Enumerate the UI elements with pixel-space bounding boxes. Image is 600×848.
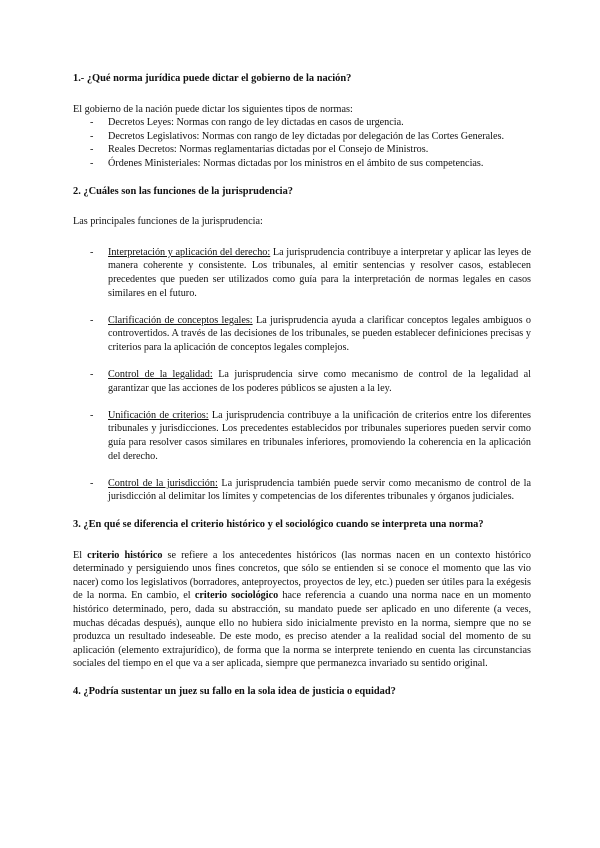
jurisprudence-functions-list — [73, 246, 531, 504]
function-term: Clarificación de conceptos legales: — [108, 314, 253, 326]
question-2-heading: 2. ¿Cuáles son las funciones de la jurisprudencia? — [73, 185, 293, 197]
list-item: - Decretos Legislativos: Normas con rango de ley dictadas por delegación de las Cortes Generales. — [73, 130, 531, 144]
list-item: - Órdenes Ministeriales: Normas dictadas por los ministros en el ámbito de sus competencias. — [73, 157, 531, 171]
question-4-heading: 4. ¿Podría sustentar un juez su fallo en la sola idea de justicia o equidad? — [73, 685, 396, 697]
list-item — [73, 246, 531, 300]
norm-types-list — [73, 116, 531, 170]
function-term: Control de la jurisdicción: — [108, 477, 218, 489]
answer-text: se refiere a los antecedentes históricos (las normas nacen en un contexto histórico determinado y persiguiendo unos fines concretos, que sólo se entienden si se conoce el momento que las vio nacer) como los legislativos (borradores, anteproyectos, proyectos de ley, etc.) pueden ser útiles para la exégesis de la norma. En cambio, el — [73, 549, 531, 602]
question-1-heading: 1.- ¿Qué norma jurídica puede dictar el gobierno de la nación? — [73, 73, 352, 84]
question-3-answer — [73, 549, 531, 671]
function-text: La jurisprudencia también puede servir como mecanismo de control de la jurisdicción al delimitar los límites y competencias de los diferentes tribunales y órganos judiciales. — [108, 477, 532, 503]
term-sociological: criterio sociológico — [194, 590, 279, 602]
document-page — [73, 72, 531, 699]
list-item — [73, 314, 531, 355]
list-item — [73, 409, 531, 463]
question-3-heading: 3. ¿En qué se diferencia el criterio histórico y el sociológico cuando se interpreta una norma? — [73, 519, 484, 531]
answer-text: El — [73, 549, 88, 561]
function-term: Unificación de criterios: — [108, 409, 209, 421]
term-historical: criterio histórico — [87, 549, 163, 561]
function-term: Interpretación y aplicación del derecho: — [108, 246, 271, 258]
list-item — [73, 368, 531, 395]
function-text: La jurisprudencia sirve como mecanismo de control de la legalidad al garantizar que las acciones de los poderes públicos se ajusten a la ley. — [108, 369, 532, 394]
function-text: La jurisprudencia contribuye a la unificación de criterios entre los diferentes tribunales y jurisdicciones. Los precedentes establecidos por tribunales superiores pueden servir como guía para resolver casos similares en tribunales inferiores, promoviendo la coherencia en la aplicación del derecho. — [108, 409, 531, 462]
list-item: - Reales Decretos: Normas reglamentarias dictadas por el Consejo de Ministros. — [73, 143, 531, 157]
list-item — [73, 477, 531, 504]
answer-text: hace referencia a cuando una norma nace en un momento histórico determinado, pero, dada su abstracción, su mandato puede ser aplicado en uno diferente (a veces, muchas décadas después), aunque ello no hubiera sido inicialmente previsto en la norma, siempre que no se produzca un resultado indeseable. De este modo, es preciso atender a la realidad social del momento de su aplicación (elemento extrajurídico), de forma que la norma se interprete teniendo en cuenta las circunstancias sociales del tiempo en el que va a ser aplicada, siempre que permanezca invariado su sentido original. — [73, 590, 531, 670]
function-term: Control de la legalidad: — [108, 369, 213, 381]
function-text: La jurisprudencia contribuye a interpretar y aplicar las leyes de manera coherente y consistente. Los tribunales, al emitir sentencias y resolver casos, establecen precedentes que pueden ser utilizados como guía para la interpretación de normas legales en casos similares en el futuro. — [108, 246, 531, 299]
question-1-intro: El gobierno de la nación puede dictar los siguientes tipos de normas: — [73, 103, 353, 115]
list-item: - Decretos Leyes: Normas con rango de ley dictadas en casos de urgencia. — [73, 116, 531, 130]
question-2-intro: Las principales funciones de la jurisprudencia: — [73, 216, 263, 228]
function-text: La jurisprudencia ayuda a clarificar conceptos legales ambiguos o controvertidos. A través de las decisiones de los tribunales, se pueden establecer definiciones precisas y criterios para la aplicación de conceptos legales complejos. — [108, 314, 531, 353]
